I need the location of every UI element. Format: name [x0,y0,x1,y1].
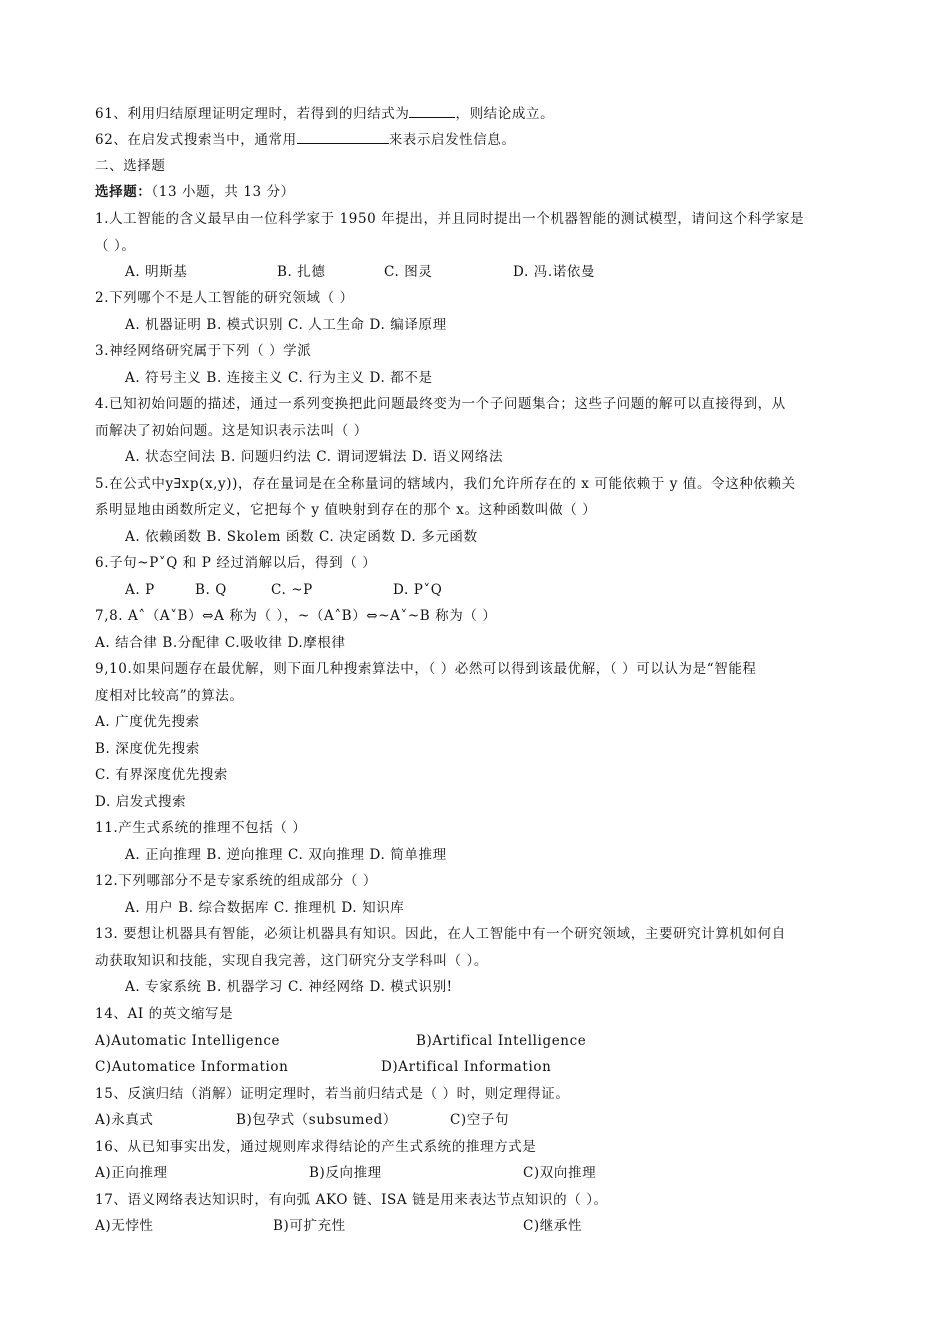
question-4-line1: 4.已知初始问题的描述，通过一系列变换把此问题最终变为一个子问题集合；这些子问题的解可以直接得到，从 [95,396,786,412]
q62-text-after: 来表示启发性信息。 [388,132,516,148]
question-4-options: A. 状态空间法 B. 问题归约法 C. 谓词逻辑法 D. 语义网络法 [125,449,504,465]
question-62 [95,129,516,150]
question-7-8-options: A. 结合律 B.分配律 C.吸收律 D.摩根律 [95,635,346,651]
q61-text-before: 61、利用归结原理证明定理时，若得到的归结式为 [95,106,410,122]
question-5-options: A. 依赖函数 B. Skolem 函数 C. 决定函数 D. 多元函数 [125,529,478,545]
option-c: C)Automatice Information [95,1059,289,1075]
option-b: B)反向推理 [309,1165,382,1181]
question-6: 6.子句~P˅Q 和 P 经过消解以后，得到（ ） [95,555,377,571]
question-17-options [95,1216,582,1236]
section-heading: 二、选择题 [95,158,166,174]
question-14: 14、AI 的英文缩写是 [95,1006,234,1022]
option-b: B. 深度优先搜索 [95,741,200,757]
option-d: D. 冯.诺依曼 [513,264,596,280]
option-c: C)继承性 [523,1218,583,1234]
question-17: 17、语义网络表达知识时，有向弧 AKO 链、ISA 链是用来表达节点知识的（ ）。 [95,1192,608,1208]
answer-blank [409,103,455,118]
option-c: C. 有界深度优先搜索 [95,767,229,783]
option-d: D. 启发式搜索 [95,794,187,810]
question-11: 11.产生式系统的推理不包括（ ） [95,820,307,836]
question-13-line1: 13. 要想让机器具有智能，必须让机器具有知识。因此，在人工智能中有一个研究领域，主要研究计算机如何自 [95,926,786,942]
question-16: 16、从已知事实出发，通过规则库求得结论的产生式系统的推理方式是 [95,1139,537,1155]
question-11-options: A. 正向推理 B. 逆向推理 C. 双向推理 D. 简单推理 [125,847,447,863]
question-12: 12.下列哪部分不是专家系统的组成部分（ ） [95,873,377,889]
option-b: B)可扩充性 [273,1218,346,1234]
question-9-10-line1: 9,10.如果问题存在最优解，则下面几种搜索算法中，（ ）必然可以得到该最优解，（ ）可以认为是“智能程 [95,661,757,677]
choice-section-title [95,182,295,202]
option-a: A)正向推理 [95,1165,168,1181]
question-13-line2: 动获取知识和技能，实现自我完善，这门研究分支学科叫（ ）。 [95,953,488,969]
option-a: A)无悖性 [95,1218,154,1234]
question-6-options [125,580,442,600]
question-5-line1: 5.在公式中y∃xp(x,y))，存在量词是在全称量词的辖域内，我们允许所存在的 x 可能依赖于 y 值。令这种依赖关 [95,476,796,492]
question-61 [95,103,554,124]
question-2-options: A. 机器证明 B. 模式识别 C. 人工生命 D. 编译原理 [125,317,447,333]
option-a: A. 广度优先搜索 [95,714,200,730]
question-9-10-line2: 度相对比较高”的算法。 [95,688,244,704]
option-a: A. 明斯基 [125,264,188,280]
q62-text-before: 62、在启发式搜索当中，通常用 [95,132,297,148]
question-1-line2: （ ）。 [95,238,136,254]
question-5-line2: 系明显地由函数所定义，它把每个 y 值映射到存在的那个 x。这种函数叫做（ ） [95,502,597,518]
option-b: B. 扎德 [277,264,326,280]
question-13-options: A. 专家系统 B. 机器学习 C. 神经网络 D. 模式识别! [125,979,453,995]
question-3-options: A. 符号主义 B. 连接主义 C. 行为主义 D. 都不是 [125,370,433,386]
option-d: D)Artifical Information [381,1059,552,1075]
option-c: C. ~P [271,582,313,598]
choice-title-rest: （13 小题，共 13 分） [151,184,295,200]
option-c: C. 图灵 [384,264,433,280]
question-1-line1: 1.人工智能的含义最早由一位科学家于 1950 年提出，并且同时提出一个机器智能的测试模型，请问这个科学家是 [95,211,805,227]
question-3: 3.神经网络研究属于下列（ ）学派 [95,343,312,359]
question-1-options [125,262,595,282]
q61-text-after: ，则结论成立。 [455,106,555,122]
option-a: A)永真式 [95,1112,154,1128]
question-7-8: 7,8. A˄（A˅B）⇔A 称为（ ），~（A˄B）⇔~A˅~B 称为（ ） [95,608,497,624]
option-a: A)Automatic Intelligence [95,1033,281,1049]
option-b: B)Artifical Intelligence [416,1033,587,1049]
question-14-options-row2 [95,1057,551,1077]
question-14-options-row1 [95,1031,586,1051]
answer-blank [297,129,389,144]
question-2: 2.下列哪个不是人工智能的研究领域（ ） [95,290,354,306]
option-c: C)空子句 [450,1112,510,1128]
question-16-options [95,1163,596,1183]
option-b: B. Q [195,582,227,598]
question-15-options [95,1110,509,1130]
question-4-line2: 而解决了初始问题。这是知识表示法叫（ ） [95,423,368,439]
option-d: D. P˅Q [393,582,443,598]
question-12-options: A. 用户 B. 综合数据库 C. 推理机 D. 知识库 [125,900,405,916]
choice-title-bold: 选择题： [95,184,152,200]
option-a: A. P [125,582,155,598]
option-c: C)双向推理 [523,1165,597,1181]
question-15: 15、反演归结（消解）证明定理时，若当前归结式是（ ）时，则定理得证。 [95,1086,570,1102]
option-b: B)包孕式（subsumed） [236,1112,398,1128]
